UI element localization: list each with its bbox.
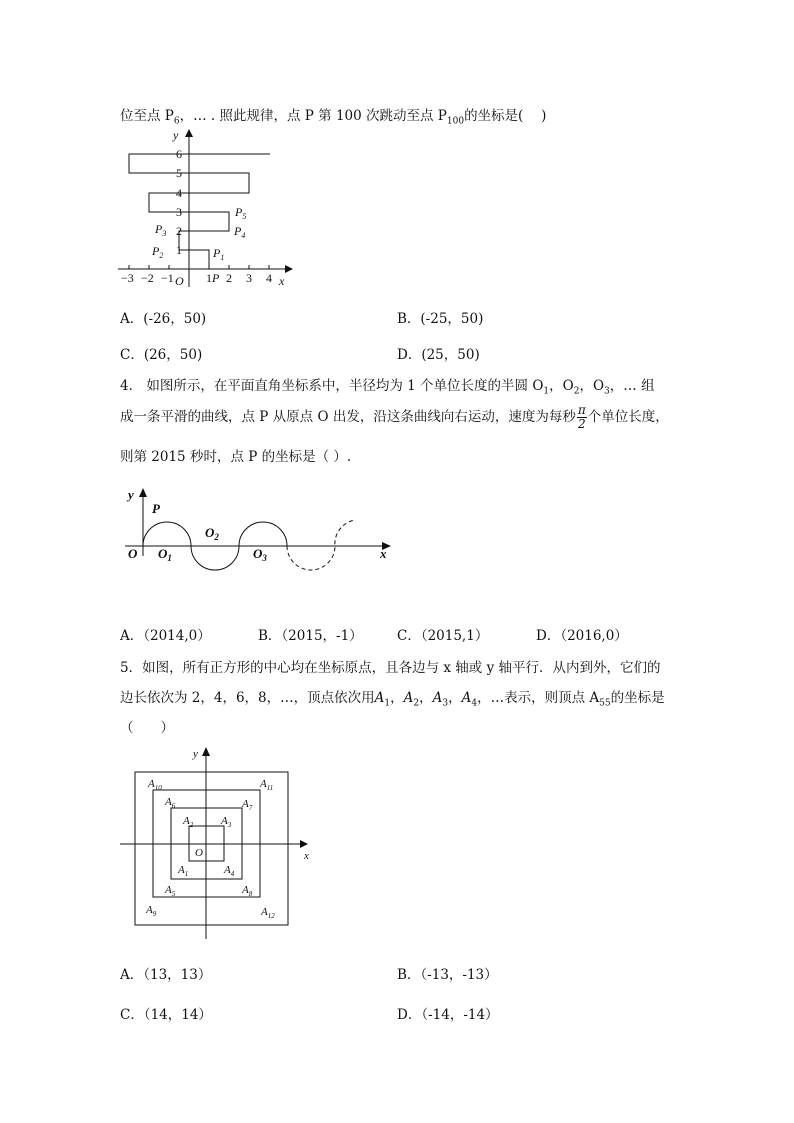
vertex-a4: $A_4$ xyxy=(224,864,235,878)
q3-xtick-n2: −2 xyxy=(141,271,154,285)
q5-figure xyxy=(118,743,318,943)
q3-ytick-4: 4 xyxy=(176,186,182,200)
q3-p2-label: $P_2$ xyxy=(152,244,164,260)
q3-ytick-3: 3 xyxy=(176,205,182,219)
q3-x-arrow xyxy=(285,265,293,273)
vertex-a2: $A_2$ xyxy=(183,815,194,829)
vertex-a12: $A_{12}$ xyxy=(261,906,275,920)
vertex-a1: $A_1$ xyxy=(178,864,189,878)
q4-option-a[interactable]: A．（2014,0） xyxy=(120,628,211,644)
q3-p5-label: $P_5$ xyxy=(235,205,247,221)
q4-stem-line1: 4． 如图所示，在平面直角坐标系中，半径均为 1 个单位长度的半圆 $O_1$，$O_2$，$O_3$，… 组 xyxy=(120,378,655,397)
q5-option-b[interactable]: B．（-13，-13） xyxy=(397,967,498,983)
q3-ytick-1: 1 xyxy=(176,243,182,257)
vertex-a5: $A_5$ xyxy=(165,884,176,898)
q3-jump-path xyxy=(129,154,270,269)
q5-option-a[interactable]: A．（13，13） xyxy=(120,967,212,983)
q3-option-b[interactable]: B．(-25，50) xyxy=(397,311,484,327)
q4-y-label: y xyxy=(128,487,134,502)
q5-stem-line1: 5．如图，所有正方形的中心均在坐标原点，且各边与 x 轴或 y 轴平行．从内到外，它们的 xyxy=(120,660,661,676)
vertex-a6: $A_6$ xyxy=(165,796,176,810)
q3-ytick-2: 2 xyxy=(176,224,182,238)
q3-x-ticks xyxy=(129,265,269,269)
q3-y-label: y xyxy=(173,128,179,142)
q5-y-label: y xyxy=(193,748,198,760)
q4-o3-label: $O_3$ xyxy=(253,546,267,563)
q3-y-arrow xyxy=(185,129,193,137)
q3-stem: 位至点 $P_6$，… . 照此规律，点 P 第 100 次跳动至点 $P_{100}$的坐标是( ) xyxy=(120,108,547,127)
vertex-a10: $A_{10}$ xyxy=(148,778,162,792)
q4-o1-label: $O_1$ xyxy=(158,546,172,563)
q3-p3-label: $P_3$ xyxy=(155,222,167,238)
vertex-a8: $A_8$ xyxy=(242,884,253,898)
vertex-a9: $A_9$ xyxy=(146,904,157,918)
q3-option-d[interactable]: D．(25，50) xyxy=(397,347,480,363)
q3-ytick-6: 6 xyxy=(176,147,182,161)
q5-stem-line2: 边长依次为 2，4，6，8，…，顶点依次用$A_1$，$A_2$，$A_3$，$A_4$，…表示，则顶点 $A_{55}$的坐标是 xyxy=(120,690,665,709)
q5-option-c[interactable]: C．（14，14） xyxy=(120,1007,212,1023)
q3-ytick-5: 5 xyxy=(176,166,182,180)
square-4 xyxy=(135,772,288,925)
q3-origin-label: O xyxy=(175,274,184,288)
q3-xtick-1: 1 xyxy=(206,271,212,285)
q4-x-label: x xyxy=(380,546,387,561)
q3-xtick-2: 2 xyxy=(226,271,232,285)
q3-p-label: P xyxy=(212,271,220,285)
q3-option-c[interactable]: C．(26，50) xyxy=(120,347,203,363)
q3-xtick-n1: −1 xyxy=(161,271,174,285)
q4-figure xyxy=(120,484,400,584)
q4-y-arrow xyxy=(139,488,147,497)
vertex-a3: $A_3$ xyxy=(221,815,232,829)
q3-option-a[interactable]: A．(-26，50) xyxy=(120,311,207,327)
q3-xtick-3: 3 xyxy=(246,271,252,285)
q3-figure xyxy=(115,125,315,290)
q3-p1-label: $P_1$ xyxy=(213,246,225,262)
q3-xtick-4: 4 xyxy=(266,271,272,285)
q4-option-d[interactable]: D．（2016,0） xyxy=(536,628,628,644)
q4-option-c[interactable]: C．（2015,1） xyxy=(397,628,489,644)
q3-xtick-n3: −3 xyxy=(121,271,134,285)
vertex-a7: $A_7$ xyxy=(242,798,253,812)
q5-origin-label: O xyxy=(195,847,203,859)
pi-over-2-fraction: $\frac{\pi}{2}$ xyxy=(577,403,586,431)
q5-stem-line3: （ ） xyxy=(120,720,174,736)
q5-x-label: x xyxy=(304,850,309,862)
vertex-a11: $A_{11}$ xyxy=(260,778,274,792)
q4-p-label: P xyxy=(152,501,160,516)
q4-o2-label: $O_2$ xyxy=(205,525,219,542)
q3-p4-label: $P_4$ xyxy=(234,224,246,240)
q4-origin-label: O xyxy=(128,546,138,561)
q4-dashed-curve xyxy=(287,520,355,570)
q5-y-arrow xyxy=(202,747,210,756)
q5-option-d[interactable]: D．（-14，-14） xyxy=(397,1007,499,1023)
q4-option-b[interactable]: B．（2015，-1） xyxy=(258,628,363,644)
q4-stem-line2: 成一条平滑的曲线，点 P 从原点 O 出发，沿这条曲线向右运动，速度为每秒 $\frac{\pi}{2}$ 个单位长度， xyxy=(120,403,669,431)
q3-x-label: x xyxy=(279,274,285,288)
q4-stem-line3: 则第 2015 秒时，点 P 的坐标是（ ）. xyxy=(120,449,352,465)
q5-x-arrow xyxy=(300,840,308,848)
